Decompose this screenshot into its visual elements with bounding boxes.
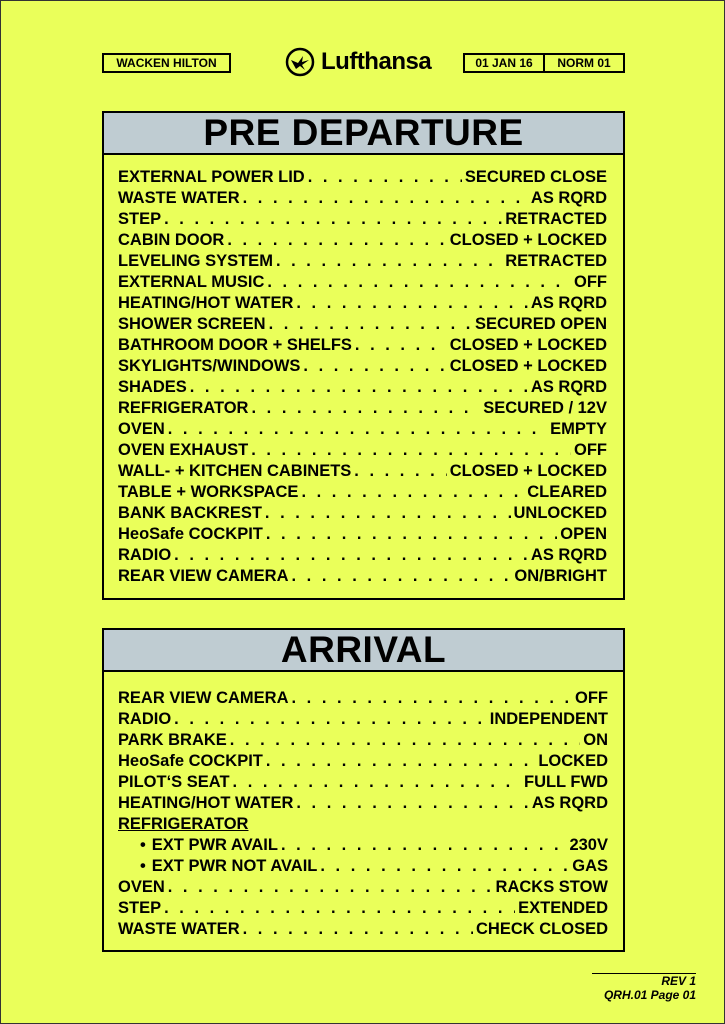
checklist-item: [118, 856, 608, 877]
dot-leader: [243, 188, 528, 209]
item-label: EXTERNAL POWER LID: [118, 168, 305, 186]
item-label: BANK BACKREST: [118, 504, 262, 522]
item-value: SECURED CLOSE: [464, 168, 607, 186]
item-value: CLOSED + LOCKED: [449, 462, 607, 480]
item-label: EXTERNAL MUSIC: [118, 273, 265, 291]
item-value: AS RQRD: [530, 189, 607, 207]
checklist-item: [118, 251, 607, 272]
item-label: REFRIGERATOR: [118, 399, 249, 417]
checklist-item: [118, 440, 607, 461]
crane-emblem-icon: [285, 47, 315, 77]
item-value: LOCKED: [538, 752, 608, 770]
dot-leader: [296, 293, 528, 314]
dot-leader: [269, 314, 472, 335]
checklist-item: [118, 482, 607, 503]
checklist-item: [118, 877, 608, 898]
dot-leader: [174, 545, 528, 566]
item-label: OVEN: [118, 420, 165, 438]
brand-name: Lufthansa: [321, 48, 432, 75]
date-label: 01 JAN 16: [463, 53, 545, 73]
pre-departure-title: PRE DEPARTURE: [104, 113, 623, 155]
item-value: EXTENDED: [518, 899, 608, 917]
item-label: REAR VIEW CAMERA: [118, 689, 289, 707]
item-value: AS RQRD: [530, 294, 607, 312]
item-value: AS RQRD: [530, 546, 607, 564]
item-label: SKYLIGHTS/WINDOWS: [118, 357, 301, 375]
item-label: SHOWER SCREEN: [118, 315, 266, 333]
item-value: RETRACTED: [505, 210, 607, 228]
dot-leader: [227, 230, 446, 251]
checklist-item: [118, 545, 607, 566]
checklist-item: [118, 709, 608, 730]
dot-leader: [251, 398, 480, 419]
arrival-list: [118, 688, 608, 940]
page-label: QRH.01 Page 01: [603, 988, 696, 1002]
item-value: CLOSED + LOCKED: [449, 231, 607, 249]
dot-leader: [168, 877, 493, 898]
checklist-item: [118, 398, 607, 419]
dot-leader: [296, 793, 529, 814]
item-label: HeoSafe COCKPIT: [118, 525, 263, 543]
item-value: FULL FWD: [523, 773, 608, 791]
checklist-item: [118, 503, 607, 524]
item-value: UNLOCKED: [513, 504, 607, 522]
bullet-icon: •: [140, 857, 146, 875]
item-value: SECURED OPEN: [474, 315, 607, 333]
arrival-panel: [102, 628, 625, 952]
dot-leader: [292, 688, 572, 709]
item-value: GAS: [572, 857, 608, 875]
item-value: RACKS STOW: [495, 878, 608, 896]
item-label: PARK BRAKE: [118, 731, 227, 749]
hotel-label: WACKEN HILTON: [102, 53, 231, 73]
dot-leader: [301, 482, 524, 503]
item-value: OPEN: [560, 525, 607, 543]
item-value: RETRACTED: [505, 252, 607, 270]
arrival-title: ARRIVAL: [104, 630, 623, 672]
checklist-item: [118, 793, 608, 814]
dot-leader: [174, 709, 487, 730]
item-label: CABIN DOOR: [118, 231, 225, 249]
checklist-item: [118, 772, 608, 793]
item-value: CLEARED: [527, 483, 607, 501]
checklist-item: [118, 751, 608, 772]
dot-leader: [303, 356, 446, 377]
item-value: OFF: [574, 441, 607, 459]
checklist-item: [118, 230, 607, 251]
dot-leader: [320, 856, 569, 877]
dot-leader: [281, 835, 566, 856]
bullet-icon: •: [140, 836, 146, 854]
checklist-item: [118, 377, 607, 398]
dot-leader: [355, 335, 447, 356]
dot-leader: [354, 461, 446, 482]
item-label: HeoSafe COCKPIT: [118, 752, 263, 770]
revision-footer: [592, 973, 696, 1002]
item-label: HEATING/HOT WATER: [118, 294, 294, 312]
item-label: EXT PWR AVAIL: [151, 836, 278, 854]
dot-leader: [266, 524, 557, 545]
dot-leader: [266, 751, 535, 772]
item-value: AS RQRD: [531, 794, 608, 812]
dot-leader: [308, 167, 462, 188]
item-label: EXT PWR NOT AVAIL: [151, 857, 318, 875]
item-value: ON/BRIGHT: [514, 567, 607, 585]
item-label: WASTE WATER: [118, 189, 240, 207]
checklist-item: [118, 293, 607, 314]
dot-leader: [233, 772, 521, 793]
dot-leader: [168, 419, 547, 440]
item-label: REAR VIEW CAMERA: [118, 567, 289, 585]
checklist-item: [118, 419, 607, 440]
dot-leader: [276, 251, 502, 272]
dot-leader: [267, 272, 571, 293]
item-label: OVEN EXHAUST: [118, 441, 249, 459]
item-value: CLOSED + LOCKED: [449, 336, 607, 354]
checklist-item: [118, 919, 608, 940]
checklist-item: [118, 272, 607, 293]
dot-leader: [164, 209, 502, 230]
item-label: RADIO: [118, 546, 172, 564]
item-value: 230V: [569, 836, 608, 854]
checklist-item: [118, 835, 608, 856]
checklist-item: [118, 814, 608, 835]
pre-departure-panel: [102, 111, 625, 600]
dot-leader: [251, 440, 571, 461]
item-value: CHECK CLOSED: [475, 920, 608, 938]
dot-leader: [292, 566, 512, 587]
item-label: WALL- + KITCHEN CABINETS: [118, 462, 352, 480]
item-label: STEP: [118, 899, 162, 917]
dot-leader: [230, 730, 580, 751]
item-label: OVEN: [118, 878, 165, 896]
item-value: OFF: [574, 273, 607, 291]
item-value: CLOSED + LOCKED: [449, 357, 607, 375]
norm-label: NORM 01: [543, 53, 625, 73]
item-label: RADIO: [118, 710, 172, 728]
dot-leader: [164, 898, 515, 919]
checklist-item: [118, 566, 607, 587]
dot-leader: [243, 919, 473, 940]
item-label: HEATING/HOT WATER: [118, 794, 294, 812]
dot-leader: [265, 503, 511, 524]
checklist-item: [118, 167, 607, 188]
dot-leader: [190, 377, 528, 398]
item-label: TABLE + WORKSPACE: [118, 483, 299, 501]
item-label: REFRIGERATOR: [118, 815, 249, 833]
checklist-item: [118, 898, 608, 919]
checklist-item: [118, 461, 607, 482]
item-value: SECURED / 12V: [483, 399, 607, 417]
item-label: LEVELING SYSTEM: [118, 252, 273, 270]
item-value: EMPTY: [550, 420, 607, 438]
item-label: SHADES: [118, 378, 187, 396]
checklist-item: [118, 524, 607, 545]
item-label: PILOT‘S SEAT: [118, 773, 230, 791]
checklist-item: [118, 314, 607, 335]
item-label: WASTE WATER: [118, 920, 240, 938]
item-value: OFF: [575, 689, 608, 707]
checklist-item: [118, 356, 607, 377]
checklist-item: [118, 730, 608, 751]
checklist-item: [118, 688, 608, 709]
checklist-item: [118, 209, 607, 230]
pre-departure-list: [118, 167, 607, 587]
item-value: AS RQRD: [530, 378, 607, 396]
item-value: INDEPENDENT: [489, 710, 608, 728]
item-value: ON: [583, 731, 608, 749]
item-label: BATHROOM DOOR + SHELFS: [118, 336, 352, 354]
lufthansa-logo: [285, 46, 431, 78]
item-label: STEP: [118, 210, 162, 228]
revision-label: REV 1: [661, 974, 696, 988]
checklist-item: [118, 335, 607, 356]
checklist-item: [118, 188, 607, 209]
